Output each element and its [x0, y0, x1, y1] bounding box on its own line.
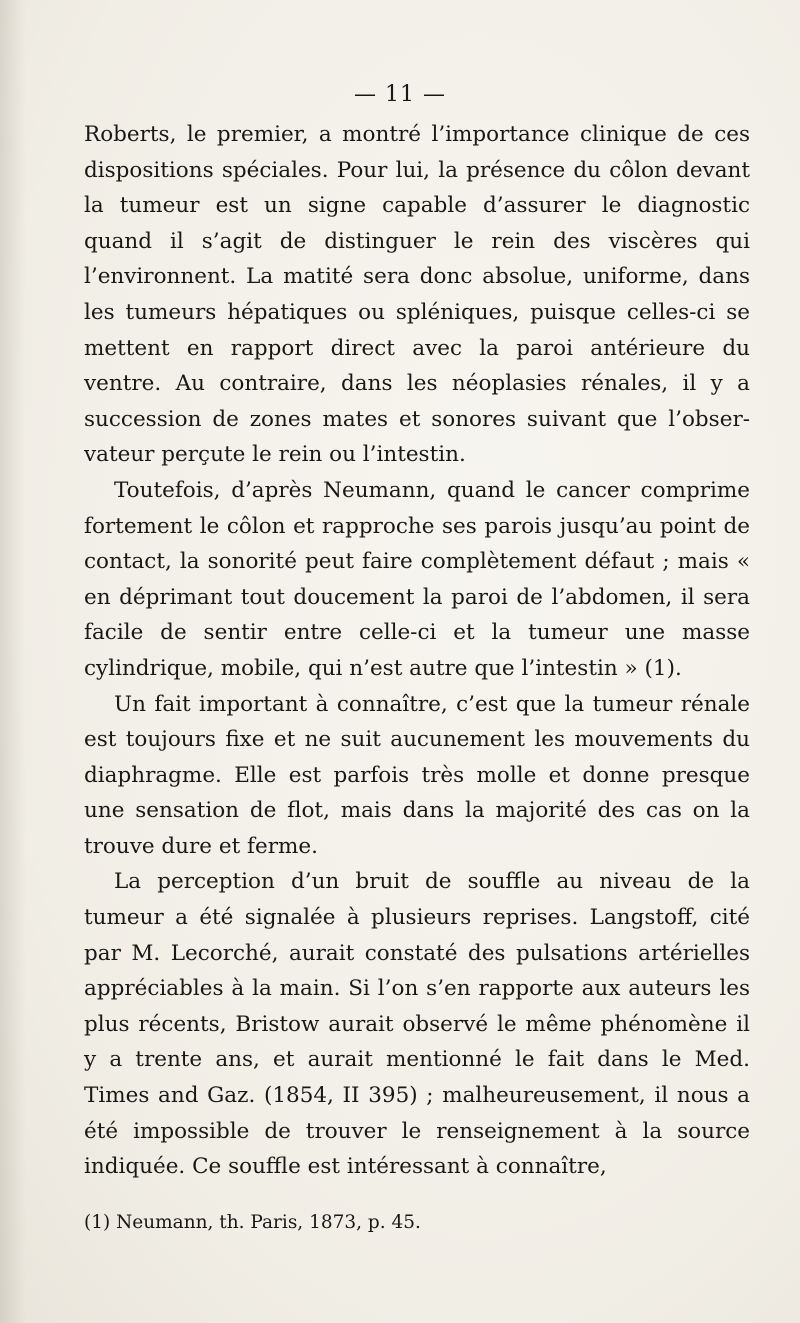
page-number: — 11 — — [354, 82, 446, 107]
page-gutter-shadow — [0, 0, 26, 1323]
footnote: (1) Neumann, th. Paris, 1873, p. 45. — [84, 1212, 421, 1233]
body-text — [84, 117, 750, 1185]
paragraph-1: Roberts, le premier, a montré l’importance clinique de ces dispositions spéciales. Pour lui, la présence du côlon devant la tumeur est un signe capable d’assurer le diagnostic quand il s’agit de distinguer le rein des viscères qui l’environnent. La matité sera donc absolue, uniforme, dans les tumeurs hépatiques ou spléniques, puisque celles-ci se mettent en rapport direct avec la paroi antérieure du ventre. Au contraire, dans les néoplasies rénales, il y a succession de zones mates et sonores suivant que l’observateur perçute le rein ou l’intestin. — [84, 122, 750, 468]
paragraph-4: La perception d’un bruit de souffle au niveau de la tumeur a été signalée à plusieurs reprises. Langstoff, cité par M. Lecorché, aurait constaté des pulsations artérielles appréciables à la main. Si l’on s’en rapporte aux auteurs les plus récents, Bristow aurait observé le même phénomène il y a trente ans, et aurait mentionné le fait dans le Med. Times and Gaz. (1854, II 395) ; malheureusement, il nous a été impossible de trouver le renseignement à la source indiquée. Ce souffle est intéressant à connaître, — [84, 869, 750, 1180]
paragraph-2: Toutefois, d’après Neumann, quand le cancer comprime fortement le côlon et rapproche ses parois jusqu’au point de contact, la sonorité peut faire complètement défaut ; mais « en déprimant tout doucement la paroi de l’abdomen, il sera facile de sentir entre celle-ci et la tumeur une masse cylindrique, mobile, qui n’est autre que l’intestin » (1). — [84, 477, 750, 681]
paragraph-3: Un fait important à connaître, c’est que la tumeur rénale est toujours fixe et ne suit aucunement les mouvements du diaphragme. Elle est parfois très molle et donne presque une sensation de flot, mais dans la majorité des cas on la trouve dure et ferme. — [84, 691, 750, 859]
